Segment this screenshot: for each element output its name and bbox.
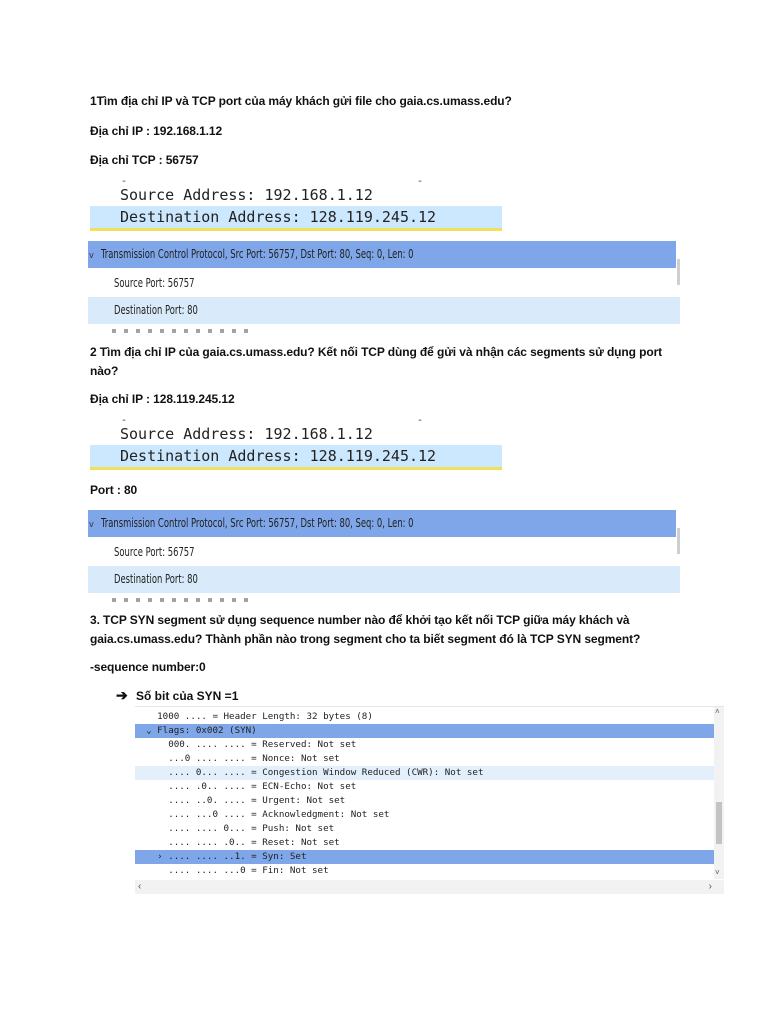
flags-screenshot bbox=[135, 706, 724, 894]
tick-mark: - bbox=[417, 415, 424, 426]
address-screenshot-1 bbox=[90, 176, 502, 231]
syn-bit-line bbox=[116, 686, 238, 706]
cropped-row-remnant bbox=[112, 598, 252, 602]
destination-port-row[interactable] bbox=[88, 297, 680, 324]
highlight-underline bbox=[90, 467, 502, 470]
highlight-underline bbox=[90, 228, 502, 231]
destination-address-row: Destination Address: 128.119.245.12 bbox=[90, 206, 502, 228]
tick-mark: - bbox=[417, 176, 424, 187]
flags-row[interactable]: .... .0.. .... = ECN-Echo: Not set bbox=[135, 781, 357, 792]
vertical-scrollbar[interactable] bbox=[677, 259, 680, 285]
source-address-row: Source Address: 192.168.1.12 bbox=[120, 186, 373, 204]
destination-port-row[interactable] bbox=[88, 566, 680, 593]
scroll-right-icon[interactable]: › bbox=[708, 881, 712, 892]
vertical-scrollbar[interactable] bbox=[677, 528, 680, 554]
arrow-right-icon: ➔ bbox=[116, 687, 128, 703]
source-port-row[interactable] bbox=[88, 539, 680, 566]
flags-row[interactable]: .... .... ...0 = Fin: Not set bbox=[135, 865, 329, 876]
tcp-header-label: Transmission Control Protocol, Src Port: 56757, Dst Port: 80, Seq: 0, Len: 0 bbox=[101, 247, 414, 261]
expand-arrow-icon[interactable]: v bbox=[89, 251, 94, 261]
flags-row[interactable]: .... 0... .... = Congestion Window Reduced (CWR): Not set bbox=[135, 766, 715, 780]
tick-mark: - bbox=[121, 176, 128, 187]
flags-row[interactable]: ⌄ Flags: 0x002 (SYN) bbox=[135, 724, 715, 738]
scroll-up-icon[interactable]: ˄ bbox=[715, 707, 720, 716]
flags-row[interactable]: .... .... 0... = Push: Not set bbox=[135, 823, 335, 834]
answer-1-ip: Địa chỉ IP : 192.168.1.12 bbox=[90, 124, 223, 138]
destination-address-row: Destination Address: 128.119.245.12 bbox=[90, 445, 502, 467]
scroll-down-icon[interactable]: ˅ bbox=[715, 868, 720, 877]
tcp-header-row[interactable] bbox=[88, 510, 676, 537]
cropped-row-remnant bbox=[112, 329, 252, 333]
flags-row[interactable]: .... ...0 .... = Acknowledgment: Not set bbox=[135, 809, 390, 820]
flags-row[interactable]: ...0 .... .... = Nonce: Not set bbox=[135, 753, 340, 764]
source-port-row[interactable] bbox=[88, 270, 680, 297]
scrollbar-thumb[interactable] bbox=[716, 802, 722, 844]
answer-1-tcp: Địa chỉ TCP : 56757 bbox=[90, 153, 199, 167]
answer-2-ip: Địa chỉ IP : 128.119.245.12 bbox=[90, 392, 235, 406]
scroll-left-icon[interactable]: ‹ bbox=[138, 881, 142, 892]
destination-port-label: Destination Port: 80 bbox=[114, 303, 198, 317]
vertical-scrollbar[interactable] bbox=[714, 707, 724, 879]
tcp-header-row[interactable] bbox=[88, 241, 676, 268]
flags-row[interactable]: 1000 .... = Header Length: 32 bytes (8) bbox=[135, 711, 373, 722]
answer-3-sequence: -sequence number:0 bbox=[90, 660, 206, 674]
flags-row[interactable]: 000. .... .... = Reserved: Not set bbox=[135, 739, 357, 750]
question-3-title: 3. TCP SYN segment sử dụng sequence number nào để khởi tạo kết nối TCP giữa máy khách và gaia.cs.umass.edu? Thành phần nào trong segment cho ta biết segment đó là TCP SYN segment? bbox=[90, 613, 641, 646]
source-port-label: Source Port: 56757 bbox=[114, 276, 195, 290]
tick-mark: - bbox=[121, 415, 128, 426]
destination-port-label: Destination Port: 80 bbox=[114, 572, 198, 586]
flags-row[interactable]: .... ..0. .... = Urgent: Not set bbox=[135, 795, 346, 806]
source-port-label: Source Port: 56757 bbox=[114, 545, 195, 559]
tcp-header-label: Transmission Control Protocol, Src Port: 56757, Dst Port: 80, Seq: 0, Len: 0 bbox=[101, 516, 414, 530]
answer-2-port: Port : 80 bbox=[90, 483, 138, 497]
tcp-tree-screenshot-2 bbox=[88, 510, 680, 602]
question-1-title: 1Tìm địa chỉ IP và TCP port của máy khách gửi file cho gaia.cs.umass.edu? bbox=[90, 94, 512, 108]
address-screenshot-2 bbox=[90, 415, 502, 470]
source-address-row: Source Address: 192.168.1.12 bbox=[120, 425, 373, 443]
flags-row-syn[interactable]: › .... .... ..1. = Syn: Set bbox=[135, 850, 715, 864]
horizontal-scrollbar[interactable] bbox=[135, 880, 724, 894]
tcp-tree-screenshot-1 bbox=[88, 241, 680, 333]
syn-bit-label: Số bit của SYN =1 bbox=[136, 689, 239, 703]
question-2-title: 2 Tìm địa chỉ IP của gaia.cs.umass.edu? Kết nối TCP dùng để gửi và nhận các segments sử dụng port nào? bbox=[90, 345, 663, 378]
expand-arrow-icon[interactable]: v bbox=[89, 520, 94, 530]
flags-row[interactable]: .... .... .0.. = Reset: Not set bbox=[135, 837, 340, 848]
